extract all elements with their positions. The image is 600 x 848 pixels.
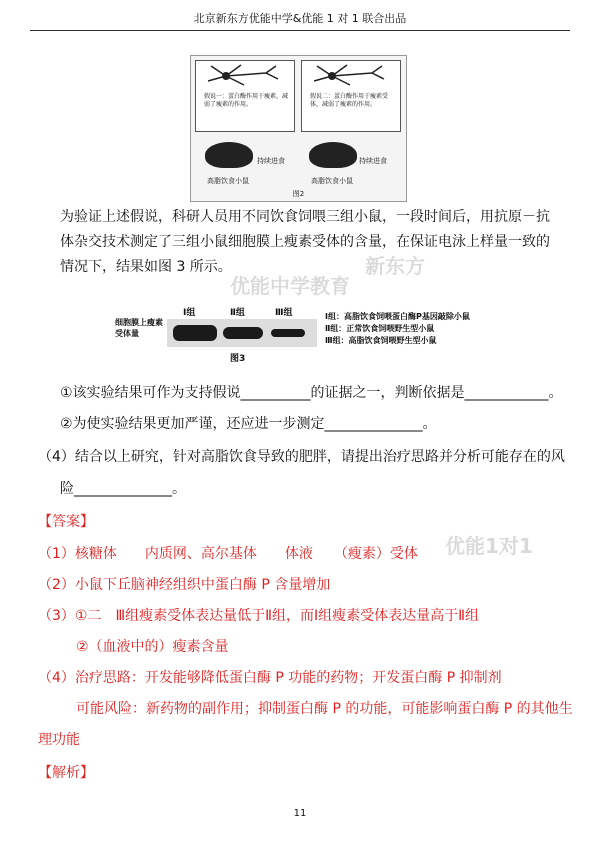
figure-3 [115, 305, 475, 365]
analysis-title: 【解析】 [38, 765, 94, 781]
watermark: 优能1对1 [445, 534, 533, 558]
question-3-1: ①该实验结果可作为支持假说__________的证据之一，判断依据是____________。 [60, 385, 563, 401]
answer-4-1: （4）治疗思路：开发能够降低蛋白酶 P 功能的药物；开发蛋白酶 P 抑制剂 [38, 670, 502, 686]
watermark: 新东方 [365, 254, 425, 278]
eating-label: 持续进食 [257, 157, 285, 165]
answer-4-2: 可能风险：新药物的副作用；抑制蛋白酶 P 的功能，可能影响蛋白酶 P 的其他生 [76, 701, 573, 717]
legend-item: Ⅲ组：高脂饮食饲喂野生型小鼠 [325, 336, 437, 345]
page-number: 11 [293, 808, 307, 819]
group-label: Ⅲ组 [275, 308, 293, 318]
hypothesis-1-text: 假说一：蛋白酶作用于瘦素，减弱了瘦素的作用。 [204, 93, 289, 108]
neuron-icon [196, 61, 294, 91]
eating-label: 持续进食 [359, 157, 387, 165]
blot-band-group-2 [223, 327, 263, 339]
figure-3-caption: 图3 [230, 354, 246, 364]
mouse-icon [205, 142, 253, 168]
figure-2 [190, 55, 407, 202]
answer-title: 【答案】 [38, 514, 94, 530]
blot-band-group-3 [271, 329, 305, 337]
hypothesis-1-panel [195, 60, 295, 132]
question-4-line-2: 险______________。 [60, 481, 186, 497]
question-3-2: ②为使实验结果更加严谨，还应进一步测定______________。 [60, 416, 437, 432]
mouse-label: 高脂饮食小鼠 [207, 177, 249, 185]
hypothesis-2-text: 假说二：蛋白酶作用于瘦素受体，减弱了瘦素的作用。 [310, 93, 389, 108]
question-4-line-1: （4）结合以上研究，针对高脂饮食导致的肥胖，请提出治疗思路并分析可能存在的风 [38, 449, 565, 465]
answer-3-1: （3）①二 Ⅲ组瘦素受体表达量低于Ⅱ组，而Ⅰ组瘦素受体表达量高于Ⅱ组 [38, 608, 480, 624]
answer-2: （2）小鼠下丘脑神经组织中蛋白酶 P 含量增加 [38, 577, 331, 593]
mouse-icon [309, 142, 357, 168]
answer-4-3: 理功能 [38, 732, 80, 748]
answer-3-2: ②（血液中的）瘦素含量 [76, 639, 229, 655]
watermark: 优能中学教育 [230, 274, 350, 298]
figure-3-legend [325, 311, 470, 347]
mouse-label: 高脂饮食小鼠 [311, 177, 353, 185]
legend-item: Ⅰ组：高脂饮食饲喂蛋白酶P基因敲除小鼠 [325, 312, 470, 321]
paragraph-experiment: 为验证上述假说，科研人员用不同饮食饲喂三组小鼠，一段时间后，用抗原－抗体杂交技术测定了三组小鼠细胞膜上瘦素受体的含量，在保证电泳上样量一致的情况下，结果如图 3 所示。 [60, 209, 550, 275]
western-blot [167, 319, 317, 347]
page-header: 北京新东方优能中学&优能 1 对 1 联合出品 [30, 10, 570, 31]
group-label: Ⅱ组 [230, 308, 245, 318]
legend-item: Ⅱ组：正常饮食饲喂野生型小鼠 [325, 324, 435, 333]
figure-3-ylabel: 细胞膜上瘦素受体量 [115, 318, 163, 338]
answer-1: （1）核糖体 内质网、高尔基体 体液 （瘦素）受体 [38, 546, 418, 562]
blot-band-group-1 [173, 325, 217, 341]
neuron-icon [302, 61, 400, 91]
group-label: Ⅰ组 [183, 308, 196, 318]
figure-2-caption: 图2 [292, 190, 305, 198]
hypothesis-2-panel [301, 60, 401, 132]
